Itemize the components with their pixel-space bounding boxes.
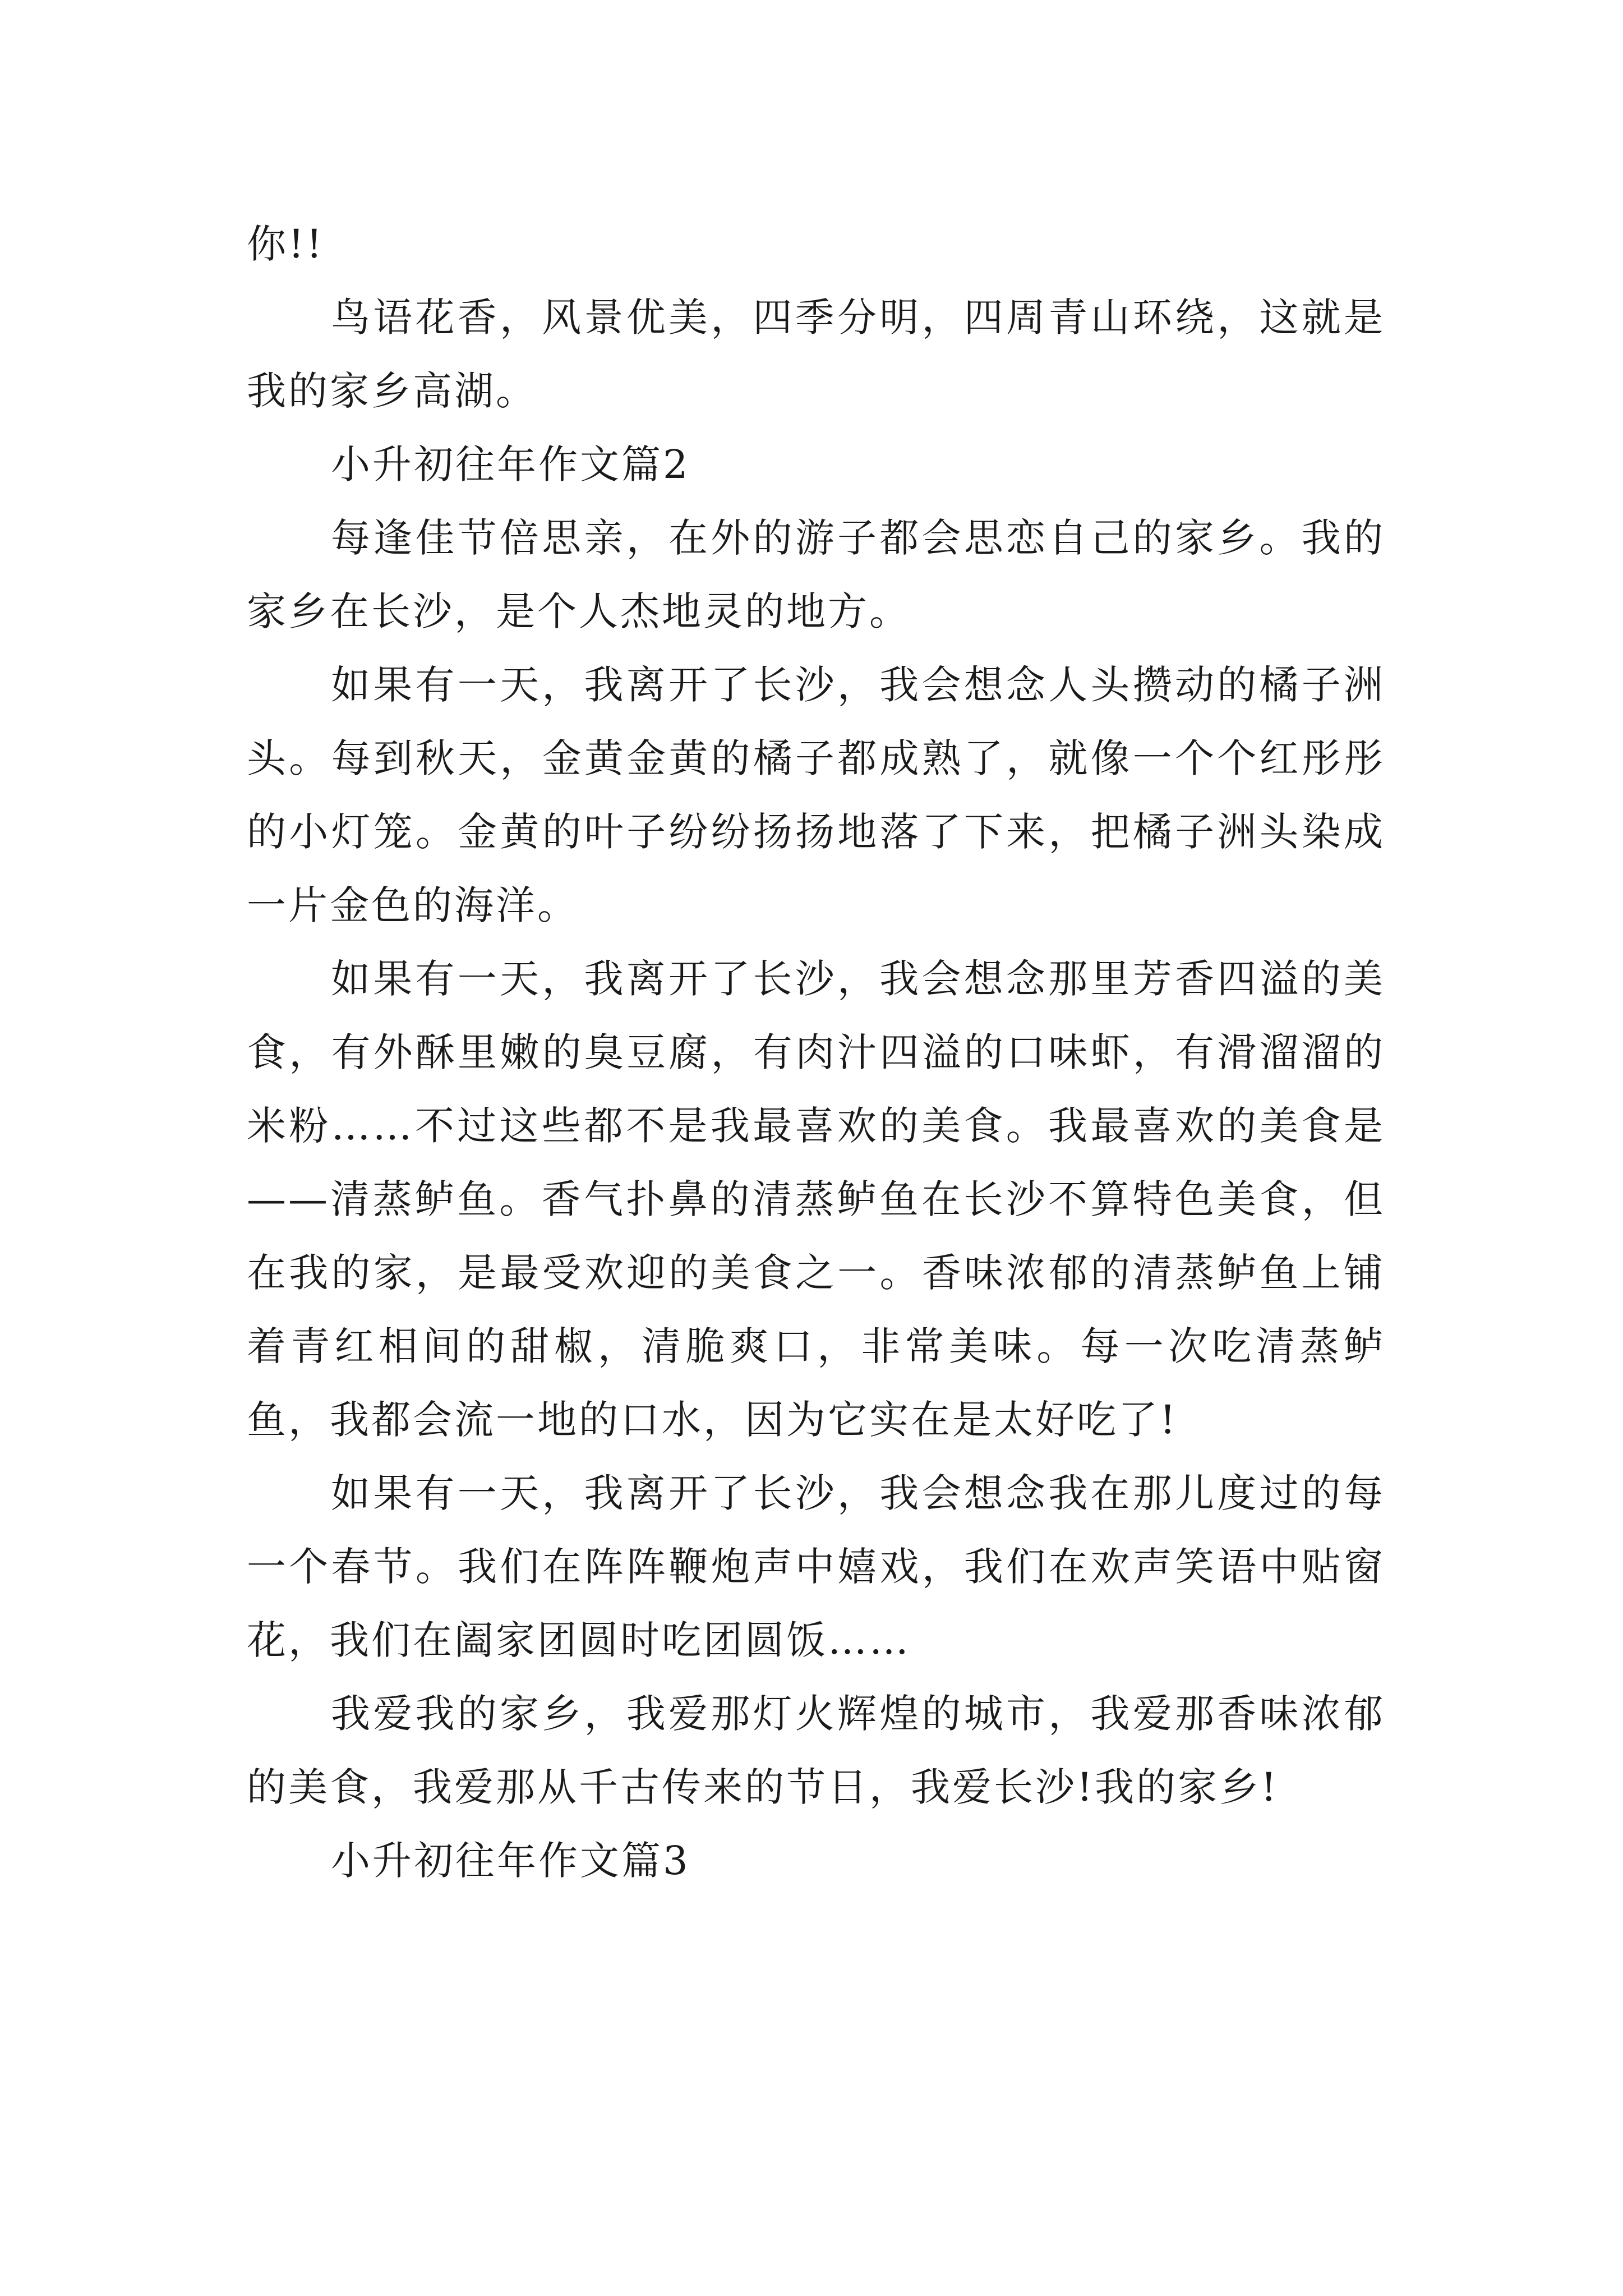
paragraph-orange-isle: 如果有一天，我离开了长沙，我会想念人头攒动的橘子洲头。每到秋天，金黄金黄的橘子都成熟了，就像一个个红彤彤的小灯笼。金黄的叶子纷纷扬扬地落了下来，把橘子洲头染成一片金色的海洋。 <box>247 662 1385 928</box>
paragraph-continuation: 你!! <box>247 221 325 267</box>
paragraph-food: 如果有一天，我离开了长沙，我会想念那里芳香四溢的美食，有外酥里嫩的臭豆腐，有肉汁四溢的口味虾，有滑溜溜的米粉……不过这些都不是我最喜欢的美食。我最喜欢的美食是——清蒸鲈鱼。香气扑鼻的清蒸鲈鱼在长沙不算特色美食，但在我的家，是最受欢迎的美食之一。香味浓郁的清蒸鲈鱼上铺着青红相间的甜椒，清脆爽口，非常美味。每一次吃清蒸鲈鱼，我都会流一地的口水，因为它实在是太好吃了! <box>247 956 1385 1443</box>
paragraph-spring-festival: 如果有一天，我离开了长沙，我会想念我在那儿度过的每一个春节。我们在阵阵鞭炮声中嬉戏，我们在欢声笑语中贴窗花，我们在阖家团圆时吃团圆饭…… <box>247 1470 1385 1663</box>
paragraph-hometown-summary: 鸟语花香，风景优美，四季分明，四周青山环绕，这就是我的家乡高湖。 <box>247 295 1385 414</box>
document-body <box>247 208 1385 1898</box>
essay-heading-2: 小升初往年作文篇2 <box>331 441 690 487</box>
paragraph-conclusion: 我爱我的家乡，我爱那灯火辉煌的城市，我爱那香味浓郁的美食，我爱那从千古传来的节日，我爱长沙!我的家乡! <box>247 1691 1385 1810</box>
essay-heading-3: 小升初往年作文篇3 <box>331 1838 690 1884</box>
paragraph-intro-changsha: 每逢佳节倍思亲，在外的游子都会思恋自己的家乡。我的家乡在长沙，是个人杰地灵的地方。 <box>247 515 1385 634</box>
